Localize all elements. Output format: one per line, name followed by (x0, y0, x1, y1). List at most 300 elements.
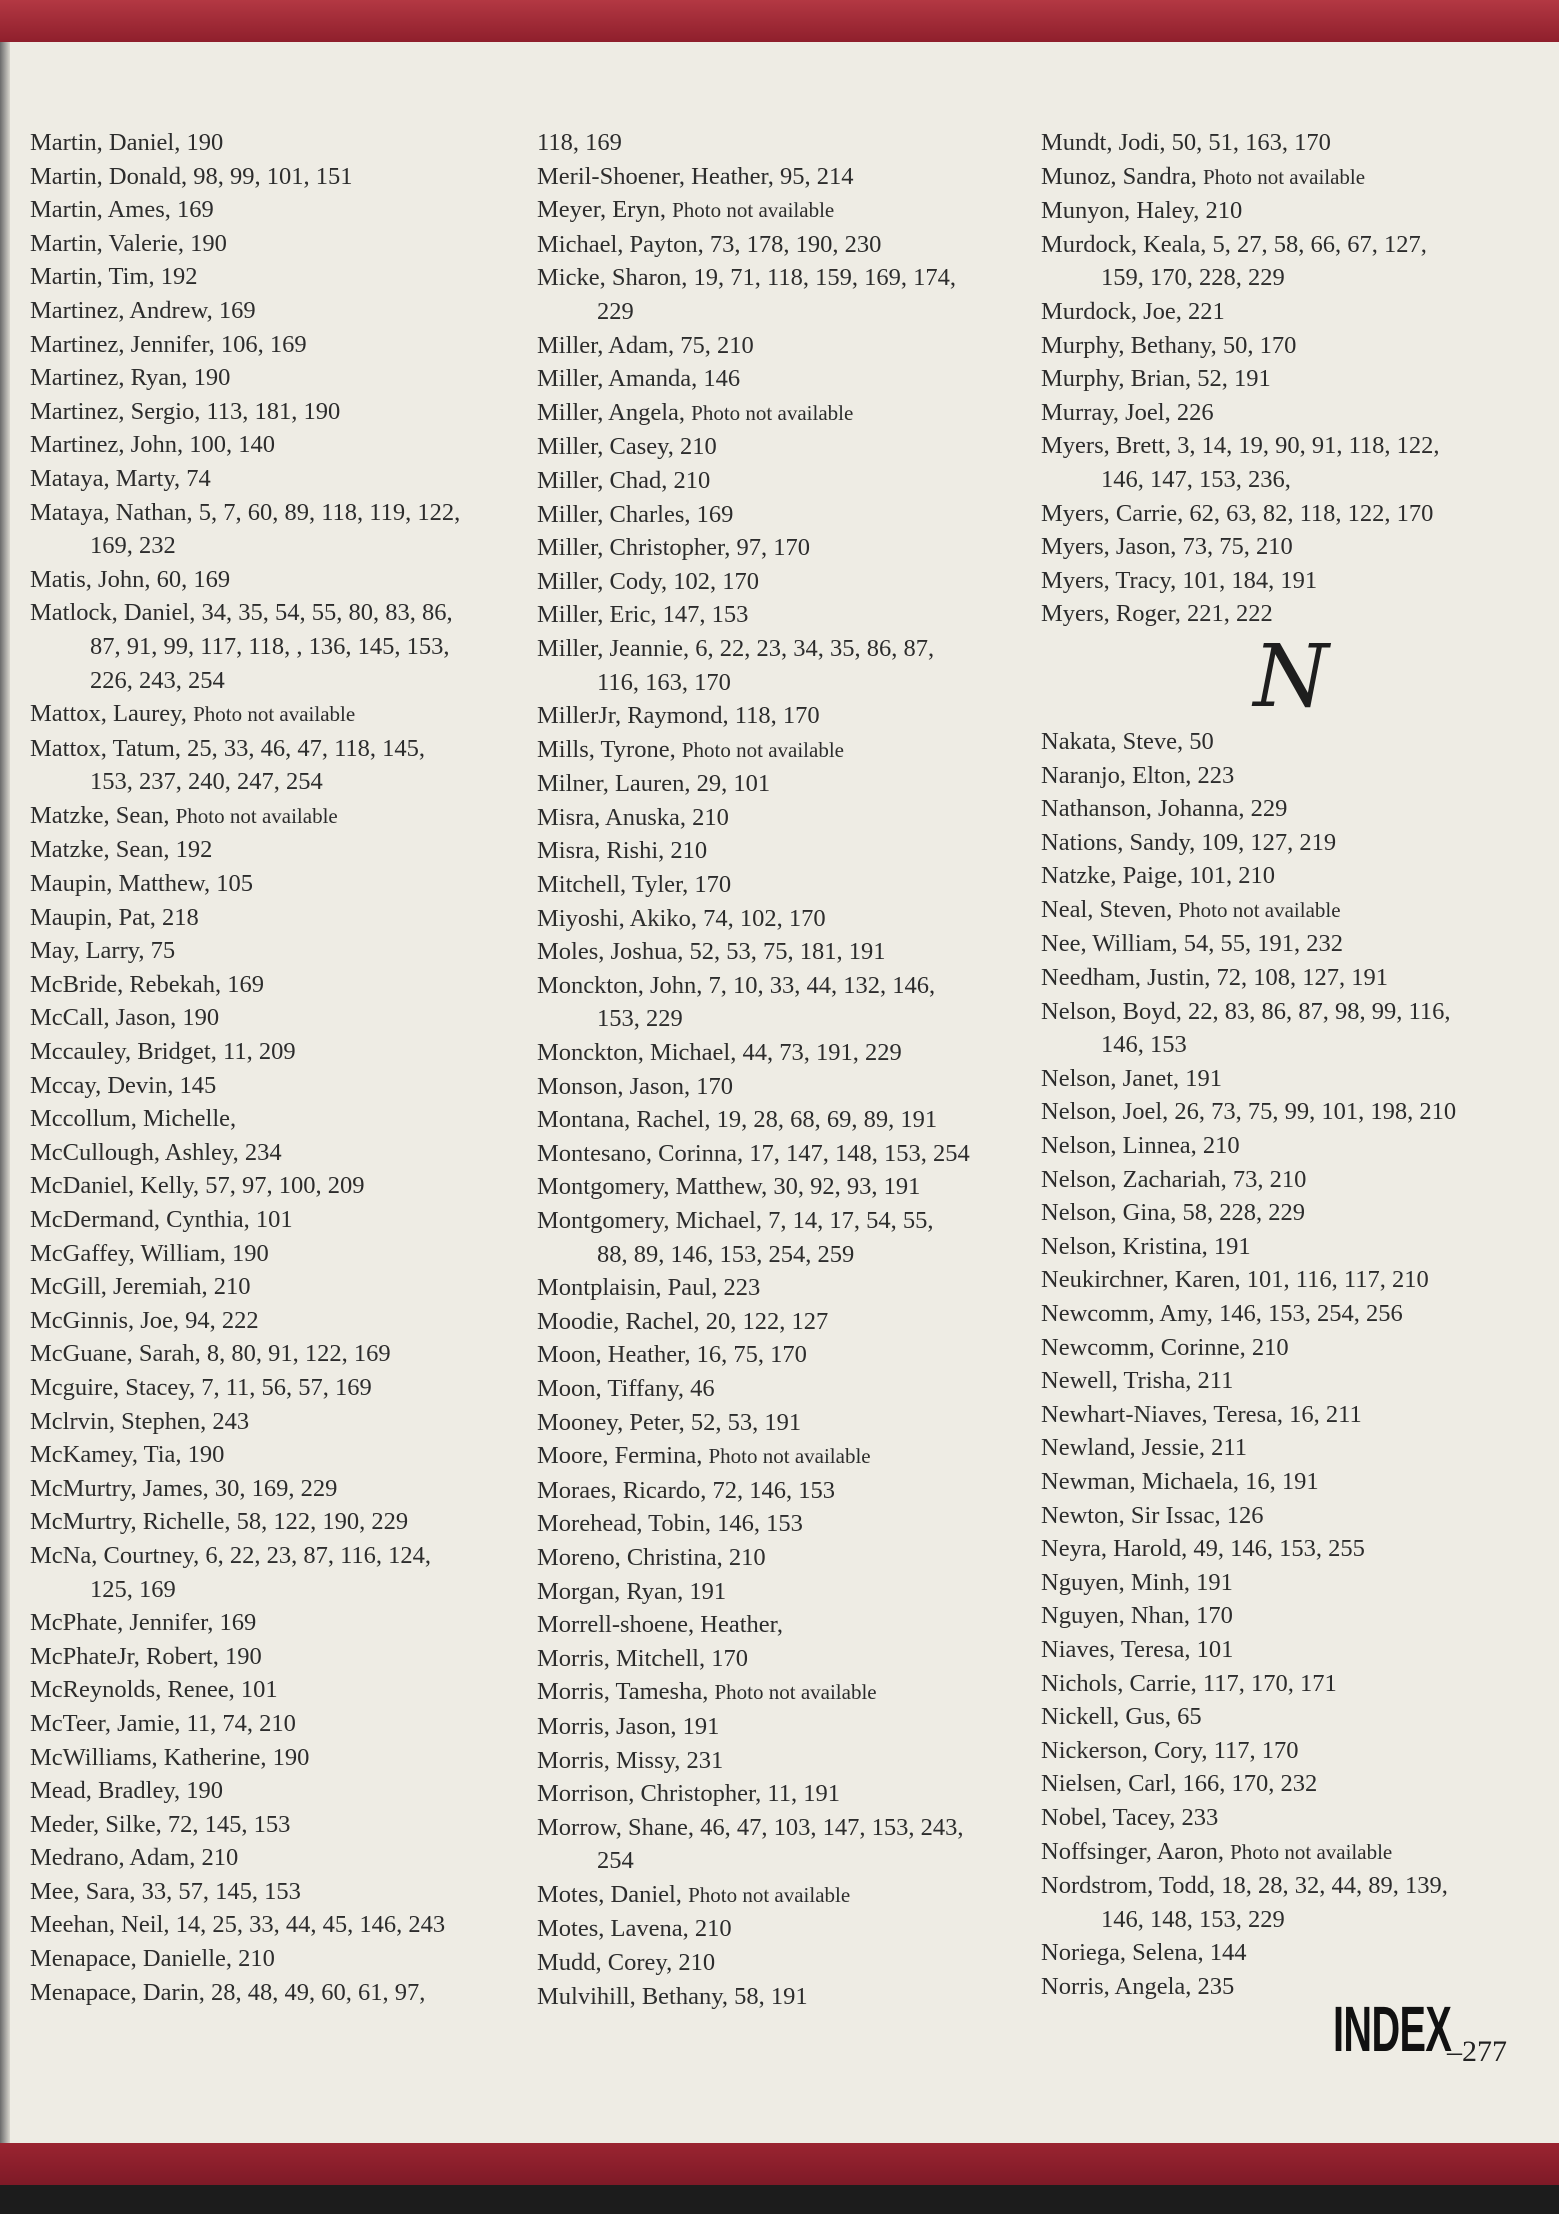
photo-note: Photo not available (681, 737, 844, 762)
entry-text: McTeer, Jamie, 11, 74, 210 (30, 1709, 296, 1737)
bottom-dark-band (0, 2185, 1559, 2214)
index-entry (1041, 1499, 1541, 1533)
entry-text: Moraes, Ricardo, 72, 146, 153 (537, 1476, 836, 1504)
index-entry (537, 329, 1017, 363)
entry-text: Mills, Tyrone, (537, 735, 676, 763)
index-entry (537, 1878, 1017, 1913)
entry-text: May, Larry, 75 (30, 937, 176, 965)
index-entry (30, 833, 520, 867)
entry-text: Murray, Joel, 226 (1041, 398, 1214, 426)
entry-text: Mead, Bradley, 190 (30, 1777, 223, 1805)
index-entry (537, 935, 1017, 969)
index-entry (537, 1103, 1017, 1137)
entry-text: Mataya, Marty, 74 (30, 464, 211, 492)
index-entry (537, 362, 1017, 396)
index-entry (537, 1642, 1017, 1676)
index-entry (1041, 1331, 1541, 1365)
entry-text: McReynolds, Renee, 101 (30, 1676, 278, 1704)
index-entry (537, 1912, 1017, 1946)
entry-text: Nordstrom, Todd, 18, 28, 32, 44, 89, 139, 146, 148, 153, 229 (1041, 1872, 1448, 1933)
index-entry (537, 733, 1017, 768)
index-entry (537, 1777, 1017, 1811)
index-entry (1041, 1263, 1541, 1297)
index-entry (30, 1102, 520, 1136)
entry-text: Montgomery, Michael, 7, 14, 17, 54, 55, 88, 89, 146, 153, 254, 259 (537, 1207, 934, 1268)
index-entry (1041, 1566, 1541, 1600)
index-entry (537, 1137, 1017, 1171)
index-entry (1041, 228, 1541, 295)
index-entry (537, 1710, 1017, 1744)
index-entry (30, 395, 520, 429)
index-entry (537, 228, 1017, 262)
index-entry (30, 697, 520, 732)
entry-text: Nathanson, Johanna, 229 (1041, 795, 1288, 823)
entry-text: Mee, Sara, 33, 57, 145, 153 (30, 1877, 301, 1905)
index-entry (30, 799, 520, 834)
entry-text: Menapace, Darin, 28, 48, 49, 60, 61, 97, (30, 1978, 426, 2006)
entry-text: Miller, Amanda, 146 (537, 365, 741, 393)
index-entry (30, 361, 520, 395)
entry-text: Mclrvin, Stephen, 243 (30, 1407, 250, 1435)
index-entry (30, 1069, 520, 1103)
entry-text: Newhart-Niaves, Teresa, 16, 211 (1041, 1400, 1362, 1428)
index-entry (537, 193, 1017, 228)
entry-text: Nelson, Kristina, 191 (1041, 1232, 1251, 1260)
entry-text: Martinez, John, 100, 140 (30, 431, 275, 459)
index-entry (1041, 429, 1541, 496)
index-entry (537, 801, 1017, 835)
entry-text: Montplaisin, Paul, 223 (537, 1274, 761, 1302)
index-entry (30, 1337, 520, 1371)
index-entry (537, 632, 1017, 699)
entry-text: McWilliams, Katherine, 190 (30, 1743, 310, 1771)
index-entry (30, 1035, 520, 1069)
index-entry (1041, 1364, 1541, 1398)
entry-text: Miller, Eric, 147, 153 (537, 601, 749, 629)
index-entry (1041, 1062, 1541, 1096)
entry-text: Neal, Steven, (1041, 895, 1173, 923)
entry-text: Martinez, Jennifer, 106, 169 (30, 330, 307, 358)
entry-text: Myers, Carrie, 62, 63, 82, 118, 122, 170 (1041, 499, 1434, 527)
entry-text: Martin, Ames, 169 (30, 196, 214, 224)
index-entry (1041, 1465, 1541, 1499)
entry-text: Murdock, Keala, 5, 27, 58, 66, 67, 127, 159, 170, 228, 229 (1041, 230, 1427, 292)
index-entry (30, 1001, 520, 1035)
index-entry (537, 430, 1017, 464)
index-entry (537, 261, 1017, 328)
index-entry (1041, 1129, 1541, 1163)
photo-note: Photo not available (1178, 897, 1341, 922)
index-entry (537, 598, 1017, 632)
bottom-red-band (0, 2143, 1559, 2185)
page-spine-edge (0, 42, 10, 2143)
entry-text: Montana, Rachel, 19, 28, 68, 69, 89, 191 (537, 1106, 938, 1134)
index-entry (537, 565, 1017, 599)
index-entry (537, 1204, 1017, 1271)
entry-text: Nguyen, Minh, 191 (1041, 1568, 1233, 1596)
index-entry (537, 1305, 1017, 1339)
index-entry (30, 193, 520, 227)
entry-text: Motes, Lavena, 210 (537, 1915, 732, 1943)
index-entry (537, 1474, 1017, 1508)
index-entry (1041, 1801, 1541, 1835)
entry-text: Myers, Brett, 3, 14, 19, 90, 91, 118, 122, 146, 147, 153, 236, (1041, 432, 1440, 493)
index-entry (1041, 1431, 1541, 1465)
index-entry (1041, 362, 1541, 396)
index-entry (30, 1942, 520, 1976)
entry-text: Micke, Sharon, 19, 71, 118, 159, 169, 174, 229 (537, 264, 956, 325)
entry-text: Neyra, Harold, 49, 146, 153, 255 (1041, 1535, 1365, 1563)
photo-note: Photo not available (688, 1882, 851, 1907)
entry-text: McCullough, Ashley, 234 (30, 1138, 282, 1166)
entry-text: Mundt, Jodi, 50, 51, 163, 170 (1041, 129, 1331, 156)
entry-text: Newton, Sir Issac, 126 (1041, 1501, 1264, 1529)
entry-text: Mccollum, Michelle, (30, 1105, 237, 1133)
entry-text: Miller, Cody, 102, 170 (537, 567, 760, 595)
entry-text: Mudd, Corey, 210 (537, 1949, 716, 1977)
entry-text: Martin, Tim, 192 (30, 263, 198, 291)
entry-text: Monckton, John, 7, 10, 33, 44, 132, 146, 153, 229 (537, 971, 936, 1033)
entry-text: Nobel, Tacey, 233 (1041, 1803, 1219, 1831)
photo-note: Photo not available (672, 198, 835, 223)
index-entry (1041, 1532, 1541, 1566)
index-entry (1041, 295, 1541, 329)
index-entry (30, 1707, 520, 1741)
entry-text: McMurtry, James, 30, 169, 229 (30, 1474, 338, 1502)
index-entry (537, 1946, 1017, 1980)
entry-text: Nelson, Boyd, 22, 83, 86, 87, 98, 99, 116, 146, 153 (1041, 997, 1451, 1059)
index-entry (30, 227, 520, 261)
index-entry (1041, 1230, 1541, 1264)
entry-text: Nickell, Gus, 65 (1041, 1703, 1202, 1731)
entry-text: Matzke, Sean, (30, 801, 170, 829)
entry-text: Newell, Trisha, 211 (1041, 1367, 1234, 1395)
entry-text: McGinnis, Joe, 94, 222 (30, 1306, 259, 1334)
index-entry (30, 1640, 520, 1674)
entry-text: Newland, Jessie, 211 (1041, 1434, 1247, 1462)
entry-text: Nichols, Carrie, 117, 170, 171 (1041, 1669, 1337, 1697)
index-entry (1041, 396, 1541, 430)
index-entry (1041, 859, 1541, 893)
index-entry (537, 464, 1017, 498)
entry-text: Natzke, Paige, 101, 210 (1041, 862, 1276, 890)
index-entry (537, 1372, 1017, 1406)
index-entry (30, 1472, 520, 1506)
entry-text: Moles, Joshua, 52, 53, 75, 181, 191 (537, 938, 886, 966)
entry-text: Nelson, Zachariah, 73, 210 (1041, 1165, 1307, 1193)
index-entry (1041, 995, 1541, 1062)
entry-text: Mataya, Nathan, 5, 7, 60, 89, 118, 119, 122, 169, 232 (30, 498, 461, 560)
entry-text: Miyoshi, Akiko, 74, 102, 170 (537, 904, 826, 932)
index-entry (537, 1541, 1017, 1575)
index-entry (537, 160, 1017, 194)
index-entry (30, 1169, 520, 1203)
index-entry (30, 1908, 520, 1942)
entry-text: Nguyen, Nhan, 170 (1041, 1602, 1233, 1630)
index-entry (537, 969, 1017, 1036)
entry-text: 118, 169 (537, 129, 622, 156)
index-entry (1041, 927, 1541, 961)
photo-note: Photo not available (691, 400, 854, 425)
entry-text: Nelson, Linnea, 210 (1041, 1132, 1240, 1160)
entry-text: Norris, Angela, 235 (1041, 1972, 1235, 2000)
index-entry (537, 1811, 1017, 1878)
entry-text: Morgan, Ryan, 191 (537, 1577, 727, 1605)
index-entry (537, 699, 1017, 733)
entry-text: Martinez, Andrew, 169 (30, 296, 256, 324)
entry-text: Niaves, Teresa, 101 (1041, 1635, 1234, 1663)
entry-text: Neukirchner, Karen, 101, 116, 117, 210 (1041, 1266, 1429, 1294)
entry-text: Myers, Roger, 221, 222 (1041, 600, 1273, 628)
index-entry (1041, 1297, 1541, 1331)
index-entry (30, 901, 520, 935)
index-entry (30, 294, 520, 328)
entry-text: McGaffey, William, 190 (30, 1239, 269, 1267)
entry-text: McNa, Courtney, 6, 22, 23, 87, 116, 124, 125, 169 (30, 1541, 432, 1603)
entry-text: Morrison, Christopher, 11, 191 (537, 1780, 840, 1808)
entry-text: Miller, Christopher, 97, 170 (537, 534, 810, 562)
entry-text: Medrano, Adam, 210 (30, 1844, 239, 1872)
index-entry (537, 498, 1017, 532)
index-entry (537, 1575, 1017, 1609)
entry-text: Noffsinger, Aaron, (1041, 1837, 1224, 1865)
entry-text: Maupin, Matthew, 105 (30, 870, 253, 898)
index-entry (537, 1675, 1017, 1710)
index-entry (537, 1980, 1017, 2014)
index-entry (1041, 759, 1541, 793)
entry-text: Miller, Jeannie, 6, 22, 23, 34, 35, 86, 87, 116, 163, 170 (537, 634, 935, 696)
index-entry (1041, 1835, 1541, 1870)
section-letter: N (1253, 626, 1329, 727)
entry-text: Newcomm, Amy, 146, 153, 254, 256 (1041, 1300, 1403, 1327)
entry-text: Mcguire, Stacey, 7, 11, 56, 57, 169 (30, 1373, 372, 1401)
entry-text: Martin, Donald, 98, 99, 101, 151 (30, 162, 353, 190)
index-entry (30, 1304, 520, 1338)
entry-text: Nee, William, 54, 55, 191, 232 (1041, 930, 1344, 958)
entry-text: Milner, Lauren, 29, 101 (537, 770, 771, 798)
index-label: INDEX (1333, 1993, 1452, 2065)
entry-text: McKamey, Tia, 190 (30, 1441, 225, 1469)
entry-text: Mccay, Devin, 145 (30, 1071, 217, 1099)
index-entry (1041, 725, 1541, 759)
index-entry (537, 767, 1017, 801)
index-entry (30, 1270, 520, 1304)
entry-text: Meril-Shoener, Heather, 95, 214 (537, 162, 854, 190)
entry-text: Monckton, Michael, 44, 73, 191, 229 (537, 1039, 902, 1067)
index-entry (30, 563, 520, 597)
entry-text: Moreno, Christina, 210 (537, 1543, 766, 1571)
entry-text: McDermand, Cynthia, 101 (30, 1206, 293, 1233)
entry-text: Martinez, Sergio, 113, 181, 190 (30, 397, 341, 425)
entry-text: Mulvihill, Bethany, 58, 191 (537, 1982, 808, 2010)
entry-text: Morris, Mitchell, 170 (537, 1644, 748, 1672)
index-entry (1041, 329, 1541, 363)
index-entry (30, 1505, 520, 1539)
photo-note: Photo not available (193, 702, 356, 727)
index-entry (537, 1271, 1017, 1305)
top-red-band (0, 0, 1559, 42)
photo-note: Photo not available (175, 803, 338, 828)
entry-text: Moon, Heather, 16, 75, 170 (537, 1341, 807, 1369)
index-entry (1041, 1667, 1541, 1701)
entry-text: Needham, Justin, 72, 108, 127, 191 (1041, 964, 1389, 992)
entry-text: Motes, Daniel, (537, 1880, 682, 1908)
entry-text: Montgomery, Matthew, 30, 92, 93, 191 (537, 1173, 921, 1201)
index-entry (1041, 1633, 1541, 1667)
index-entry (1041, 1970, 1541, 2004)
entry-text: Martin, Daniel, 190 (30, 129, 224, 156)
entry-text: Mccauley, Bridget, 11, 209 (30, 1038, 296, 1066)
index-entry (537, 902, 1017, 936)
index-entry (30, 1841, 520, 1875)
entry-text: Misra, Anuska, 210 (537, 803, 729, 831)
entry-text: Naranjo, Elton, 223 (1041, 761, 1235, 789)
entry-text: Morrow, Shane, 46, 47, 103, 147, 153, 243, 254 (537, 1813, 964, 1875)
entry-text: McGuane, Sarah, 8, 80, 91, 122, 169 (30, 1340, 391, 1368)
index-entry (1041, 194, 1541, 228)
index-entry (537, 1170, 1017, 1204)
index-entry (537, 1070, 1017, 1104)
index-entry (1041, 1734, 1541, 1768)
entry-text: Munoz, Sandra, (1041, 162, 1197, 190)
photo-note: Photo not available (1202, 164, 1366, 189)
index-entry (537, 1507, 1017, 1541)
index-entry (30, 867, 520, 901)
index-entry (1041, 1700, 1541, 1734)
entry-text: Moore, Fermina, (537, 1442, 703, 1470)
index-entry (1041, 497, 1541, 531)
index-entry (1041, 1095, 1541, 1129)
entry-text: Morris, Tamesha, (537, 1678, 709, 1706)
index-entry (30, 1203, 520, 1237)
index-entry (30, 1405, 520, 1439)
index-entry (30, 1539, 520, 1606)
entry-text: Newman, Michaela, 16, 191 (1041, 1467, 1319, 1495)
entry-text: Meyer, Eryn, (537, 196, 666, 224)
entry-text: McPhateJr, Robert, 190 (30, 1642, 262, 1670)
entry-text: Morris, Jason, 191 (537, 1712, 720, 1740)
entry-text: McBride, Rebekah, 169 (30, 970, 265, 998)
entry-text: Miller, Angela, (537, 398, 686, 426)
photo-note: Photo not available (714, 1680, 877, 1705)
index-entry (1041, 792, 1541, 826)
entry-text: Nakata, Steve, 50 (1041, 727, 1214, 755)
index-entry (30, 260, 520, 294)
entry-text: Miller, Charles, 169 (537, 500, 734, 528)
index-entry (1041, 1936, 1541, 1970)
index-entry (30, 1438, 520, 1472)
index-entry (1041, 1767, 1541, 1801)
entry-text: Monson, Jason, 170 (537, 1072, 734, 1100)
entry-text: Martin, Valerie, 190 (30, 229, 227, 257)
entry-text: Myers, Tracy, 101, 184, 191 (1041, 566, 1318, 594)
entry-text: McDaniel, Kelly, 57, 97, 100, 209 (30, 1172, 365, 1200)
index-entry (30, 496, 520, 563)
index-entry-continuation (537, 126, 1017, 160)
entry-text: Murphy, Bethany, 50, 170 (1041, 331, 1297, 359)
entry-text: Martinez, Ryan, 190 (30, 364, 231, 392)
entry-text: Murdock, Joe, 221 (1041, 297, 1225, 325)
index-entry (1041, 1599, 1541, 1633)
entry-text: Morehead, Tobin, 146, 153 (537, 1510, 803, 1538)
index-entry (1041, 530, 1541, 564)
index-entry (1041, 1163, 1541, 1197)
index-entry (537, 1744, 1017, 1778)
index-entry (1041, 961, 1541, 995)
index-entry (537, 1406, 1017, 1440)
entry-text: McMurtry, Richelle, 58, 122, 190, 229 (30, 1508, 409, 1536)
index-entry (1041, 564, 1541, 598)
entry-text: Michael, Payton, 73, 178, 190, 230 (537, 230, 882, 258)
entry-text: Matzke, Sean, 192 (30, 836, 213, 864)
index-entry (30, 968, 520, 1002)
index-entry (537, 1608, 1017, 1642)
entry-text: Moon, Tiffany, 46 (537, 1374, 715, 1402)
entry-text: Murphy, Brian, 52, 191 (1041, 365, 1271, 393)
index-entry (30, 428, 520, 462)
index-column-2 (537, 126, 1017, 2013)
entry-text: McGill, Jeremiah, 210 (30, 1273, 251, 1301)
entry-text: Munyon, Haley, 210 (1041, 197, 1243, 225)
entry-text: Morrell-shoene, Heather, (537, 1611, 783, 1639)
index-entry (1041, 1196, 1541, 1230)
index-entry (1041, 160, 1541, 195)
index-entry (30, 1237, 520, 1271)
entry-text: Miller, Casey, 210 (537, 433, 717, 461)
index-entry (30, 160, 520, 194)
index-entry (30, 462, 520, 496)
index-entry (537, 868, 1017, 902)
entry-text: Miller, Adam, 75, 210 (537, 331, 754, 359)
index-entry (537, 531, 1017, 565)
entry-text: Meder, Silke, 72, 145, 153 (30, 1810, 291, 1838)
index-entry (1041, 1398, 1541, 1432)
entry-text: Meehan, Neil, 14, 25, 33, 44, 45, 146, 243 (30, 1911, 446, 1939)
index-entry (30, 1673, 520, 1707)
index-entry (30, 1875, 520, 1909)
entry-text: Misra, Rishi, 210 (537, 837, 708, 865)
entry-text: Nielsen, Carl, 166, 170, 232 (1041, 1770, 1318, 1798)
index-column-1 (30, 126, 520, 2009)
entry-text: Nations, Sandy, 109, 127, 219 (1041, 828, 1337, 856)
entry-text: Noriega, Selena, 144 (1041, 1939, 1247, 1967)
entry-text: Myers, Jason, 73, 75, 210 (1041, 533, 1293, 561)
entry-text: Mattox, Tatum, 25, 33, 46, 47, 118, 145, 153, 237, 240, 247, 254 (30, 734, 426, 796)
entry-text: Morris, Missy, 231 (537, 1746, 724, 1774)
index-entry (30, 1606, 520, 1640)
index-entry (1041, 126, 1541, 160)
index-entry (30, 596, 520, 697)
index-entry (30, 1808, 520, 1842)
index-column-3 (1041, 126, 1541, 2003)
photo-note: Photo not available (1230, 1839, 1393, 1864)
entry-text: Menapace, Danielle, 210 (30, 1945, 275, 1973)
index-entry (537, 1338, 1017, 1372)
entry-text: Maupin, Pat, 218 (30, 903, 199, 931)
index-entry (1041, 893, 1541, 928)
index-entry (30, 1976, 520, 2010)
entry-text: MillerJr, Raymond, 118, 170 (537, 702, 820, 730)
entry-text: Montesano, Corinna, 17, 147, 148, 153, 254 (537, 1139, 970, 1167)
entry-text: Miller, Chad, 210 (537, 466, 711, 494)
index-entry (30, 934, 520, 968)
index-entry (30, 1741, 520, 1775)
entry-text: Matis, John, 60, 169 (30, 565, 231, 593)
entry-text: Nickerson, Cory, 117, 170 (1041, 1736, 1299, 1764)
entry-text: Mooney, Peter, 52, 53, 191 (537, 1408, 802, 1436)
entry-text: Nelson, Janet, 191 (1041, 1064, 1222, 1092)
index-entry (1041, 826, 1541, 860)
